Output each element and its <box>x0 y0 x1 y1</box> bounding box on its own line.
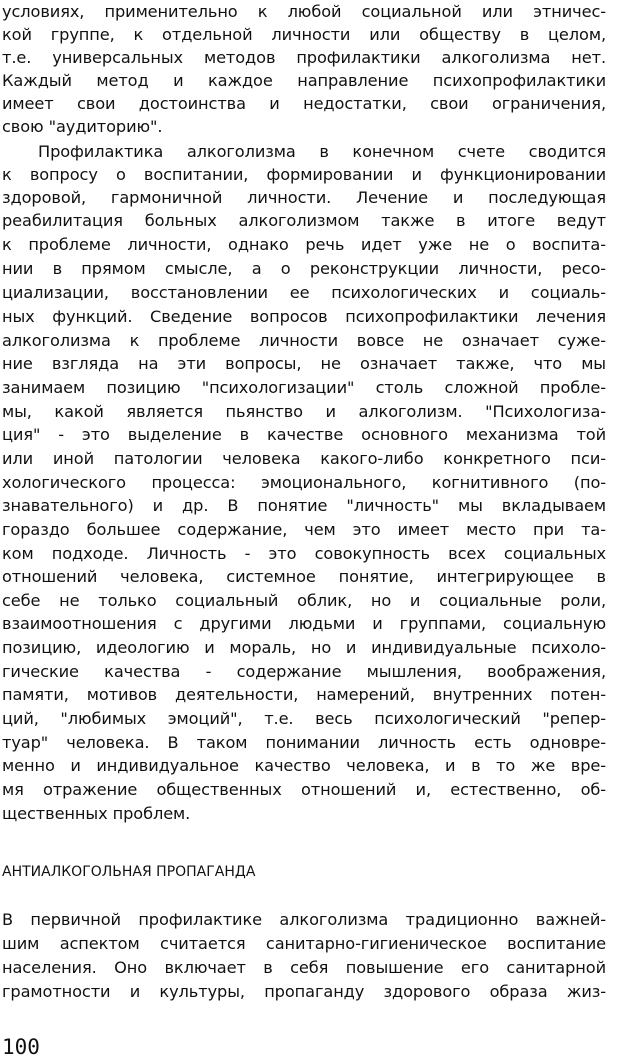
text-line: взаимоотношения с другими людьми и группами, социальную <box>2 614 606 633</box>
text-line: шим аспектом считается санитарно-гигиеническое воспитание <box>2 934 606 953</box>
text-line: гические качества - содержание мышления, воображения, <box>2 662 606 681</box>
text-line: грамотности и культуры, пропаганду здорового образа жиз- <box>2 982 606 1001</box>
text-line: к вопросу о воспитании, формировании и функционировании <box>2 165 606 184</box>
text-line: здоровой, гармоничной личности. Лечение и последующая <box>2 188 606 207</box>
text-line: памяти, мотивов деятельности, намерений, внутренних потен- <box>2 685 606 704</box>
text-line: знавательного) и др. В понятие "личность" мы вкладываем <box>2 496 606 515</box>
text-line: занимаем позицию "психологизации" столь сложной пробле- <box>2 378 606 397</box>
text-line: условиях, применительно к любой социальной или этничес- <box>2 2 606 21</box>
page-number: 100 <box>2 1035 40 1059</box>
text-line: циализации, восстановлении ее психологических и социаль- <box>2 283 606 302</box>
text-line: нии в прямом смысле, а о реконструкции личности, ресо- <box>2 259 606 278</box>
text-line: или иной патологии человека какого-либо конкретного пси- <box>2 449 606 468</box>
text-line: отношений человека, системное понятие, интегрирующее в <box>2 567 606 586</box>
text-line: позицию, идеологию и мораль, но и индивидуальные психоло- <box>2 638 606 657</box>
text-line: хологического процесса: эмоционального, когнитивного (по- <box>2 473 606 492</box>
text-line: ций, "любимых эмоций", т.е. весь психологический "репер- <box>2 709 606 728</box>
section-heading: АНТИАЛКОГОЛЬНАЯ ПРОПАГАНДА <box>2 864 256 880</box>
text-line: к проблеме личности, однако речь идет уже не о воспита- <box>2 235 606 254</box>
text-line: имеет свои достоинства и недостатки, свои ограничения, <box>2 94 606 113</box>
text-line: Профилактика алкоголизма в конечном счете сводится <box>38 142 606 161</box>
text-line: ция" - это выделение в качестве основного механизма той <box>2 425 606 444</box>
text-line: населения. Оно включает в себя повышение его санитарной <box>2 958 606 977</box>
text-line: кой группе, к отдельной личности или обществу в целом, <box>2 25 606 44</box>
text-line: Каждый метод и каждое направление психопрофилактики <box>2 71 606 90</box>
text-line: реабилитация больных алкоголизмом также в итоге ведут <box>2 211 606 230</box>
text-line: В первичной профилактике алкоголизма традиционно важней- <box>2 910 606 929</box>
text-line: ных функций. Сведение вопросов психопрофилактики лечения <box>2 307 606 326</box>
text-line: мы, какой является пьянство и алкоголизм. "Психологиза- <box>2 402 606 421</box>
text-line: ком подходе. Личность - это совокупность всех социальных <box>2 544 606 563</box>
text-line: менно и индивидуальное качество человека, и в то же вре- <box>2 756 606 775</box>
text-line: свою "аудиторию". <box>2 117 163 136</box>
text-line: гораздо большее содержание, чем это имеет место при та- <box>2 520 606 539</box>
text-line: мя отражение общественных отношений и, естественно, об- <box>2 780 606 799</box>
text-line: себе не только социальный облик, но и социальные роли, <box>2 591 606 610</box>
text-line: ние взгляда на эти вопросы, не означает также, что мы <box>2 354 606 373</box>
text-line: туар" человека. В таком понимании личность есть одновре- <box>2 733 606 752</box>
text-line: т.е. универсальных методов профилактики алкоголизма нет. <box>2 48 606 67</box>
text-line: щественных проблем. <box>2 804 191 823</box>
text-line: алкоголизма к проблеме личности вовсе не означает суже- <box>2 331 606 350</box>
